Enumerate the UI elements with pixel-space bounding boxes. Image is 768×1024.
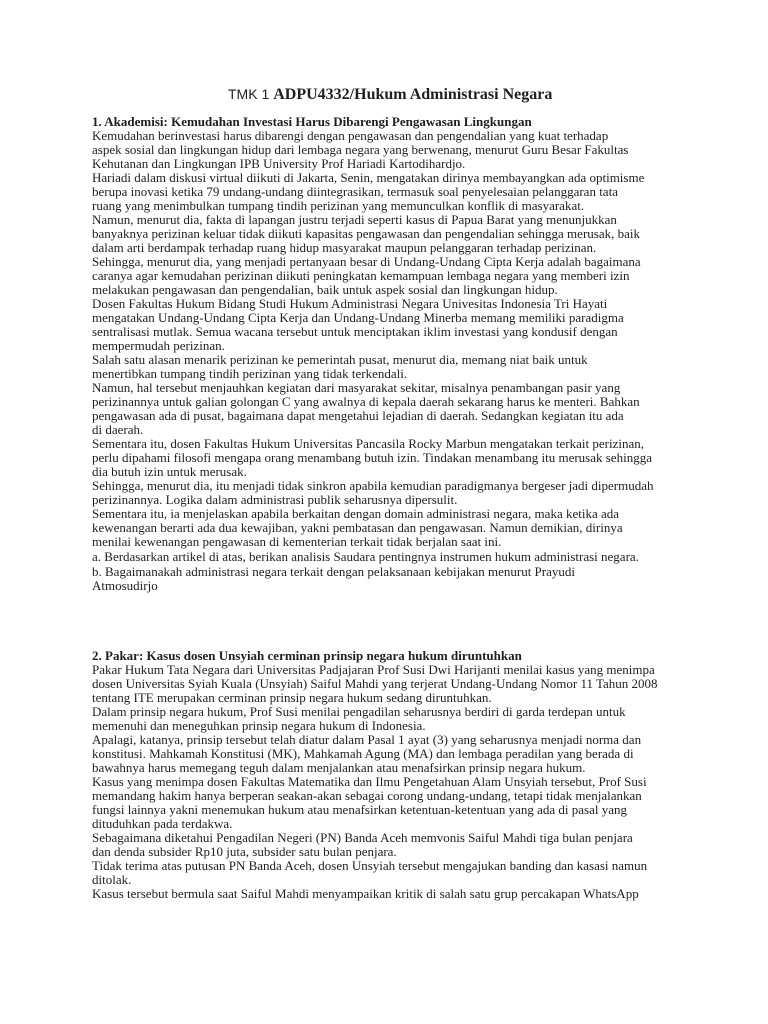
paragraph-line: Dosen Fakultas Hukum Bidang Studi Hukum Administrasi Negara Univesitas Indonesia Tri Hayati: [92, 296, 608, 311]
paragraph: [92, 129, 672, 171]
paragraph-line: bawahnya harus memegang teguh dalam menjalankan atau menafsirkan prinsip negara hukum.: [92, 760, 586, 775]
paragraph: [92, 663, 672, 705]
paragraph-line: Sementara itu, dosen Fakultas Hukum Universitas Pancasila Rocky Marbun mengatakan terkait perizinan,: [92, 436, 644, 451]
paragraph: [92, 437, 672, 479]
section-2-body: [92, 663, 672, 901]
paragraph: [92, 705, 672, 733]
paragraph: [92, 353, 672, 381]
section-1: [92, 115, 672, 593]
paragraph-line: Kasus tersebut bermula saat Saiful Mahdi menyampaikan kritik di salah satu grup percakapan WhatsApp: [92, 886, 639, 901]
paragraph: [92, 255, 672, 297]
paragraph-line: Sebagaimana diketahui Pengadilan Negeri (PN) Banda Aceh memvonis Saiful Mahdi tiga bulan penjara: [92, 830, 633, 845]
paragraph: [92, 171, 672, 213]
paragraph: [92, 859, 672, 887]
paragraph: [92, 831, 672, 859]
title-course: ADPU4332/Hukum Administrasi Negara: [273, 86, 553, 103]
paragraph-line: Tidak terima atas putusan PN Banda Aceh, dosen Unsyiah tersebut mengajukan banding dan kasasi namun: [92, 858, 648, 873]
paragraph-line: dalam arti berdampak terhadap ruang hidup masyarakat maupun pelanggaran terhadap perizinan.: [92, 240, 597, 255]
paragraph-line: caranya agar kemudahan perizinan diikuti peningkatan kemampuan lembaga negara yang memberi izin: [92, 268, 630, 283]
paragraph-line: dia butuh izin untuk merusak.: [92, 464, 247, 479]
paragraph-line: perizinannya untuk galian golongan C yang awalnya di kepala daerah sekarang harus ke menteri. Bahkan: [92, 394, 640, 409]
paragraph-line: ditolak.: [92, 872, 132, 887]
section-1-heading: 1. Akademisi: Kemudahan Investasi Harus Dibarengi Pengawasan Lingkungan: [92, 114, 532, 129]
paragraph-line: banyaknya perizinan keluar tidak diikuti kapasitas pengawasan dan pengendalian sehingga merusak, baik: [92, 226, 640, 241]
paragraph-line: fungsi lainnya yakni menemukan hukum atau menafsirkan ketentuan-ketentuan yang ada di pasal yang: [92, 802, 627, 817]
paragraph-line: tentang ITE merupakan cerminan prinsip negara hukum sedang diruntuhkan.: [92, 690, 492, 705]
paragraph-line: pengawasan ada di pusat, bagaimana dapat mengetahui lejadian di daerah. Sedangkan kegiatan itu ada: [92, 408, 624, 423]
question-a-line: a. Berdasarkan artikel di atas, berikan analisis Saudara pentingnya instrumen hukum administrasi negara.: [92, 549, 639, 564]
paragraph-line: Namun, hal tersebut menjauhkan kegiatan dari masyarakat sekitar, misalnya penambangan pasir yang: [92, 380, 621, 395]
paragraph-line: menilai kewenangan pengawasan di kementerian terkait tidak berjalan saat ini.: [92, 534, 502, 549]
paragraph-line: Kasus yang menimpa dosen Fakultas Matematika dan Ilmu Pengetahuan Alam Unsyiah tersebut, Prof Susi: [92, 774, 647, 789]
paragraph-line: dituduhkan pada terdakwa.: [92, 816, 233, 831]
paragraph-line: mengatakan Undang-Undang Cipta Kerja dan Undang-Undang Minerba memang memiliki paradigma: [92, 310, 624, 325]
section-2: [92, 649, 672, 901]
paragraph-line: Sehingga, menurut dia, itu menjadi tidak sinkron apabila kemudian paradigmanya bergeser jadi dipermudah: [92, 478, 654, 493]
paragraph-line: memandang hakim hanya berperan seakan-akan sebagai corong undang-undang, tetapi tidak menjalankan: [92, 788, 642, 803]
paragraph: [92, 887, 672, 901]
paragraph: [92, 479, 672, 507]
question-b: [92, 565, 672, 593]
paragraph-line: Dalam prinsip negara hukum, Prof Susi menilai pengadilan seharusnya berdiri di garda terdepan untuk: [92, 704, 626, 719]
paragraph-line: Hariadi dalam diskusi virtual diikuti di Jakarta, Senin, mengatakan dirinya membayangkan ada optimisme: [92, 170, 645, 185]
paragraph-line: Pakar Hukum Tata Negara dari Universitas Padjajaran Prof Susi Dwi Harijanti menilai kasus yang menimpa: [92, 662, 655, 677]
question-b-line: Atmosudirjo: [92, 578, 158, 593]
document-title: [228, 86, 552, 104]
paragraph: [92, 297, 672, 353]
paragraph: [92, 213, 672, 255]
paragraph: [92, 775, 672, 831]
paragraph-line: Salah satu alasan menarik perizinan ke pemerintah pusat, menurut dia, memang niat baik untuk: [92, 352, 588, 367]
question-b-line: b. Bagaimanakah administrasi negara terkait dengan pelaksanaan kebijakan menurut Prayudi: [92, 564, 575, 579]
paragraph-line: Kehutanan dan Lingkungan IPB University Prof Hariadi Kartodihardjo.: [92, 156, 466, 171]
paragraph-line: menertibkan tumpang tindih perizinan yang tidak terkendali.: [92, 366, 408, 381]
title-prefix: TMK 1: [228, 86, 270, 102]
paragraph-line: Sehingga, menurut dia, yang menjadi pertanyaan besar di Undang-Undang Cipta Kerja adalah bagaimana: [92, 254, 641, 269]
paragraph-line: aspek sosial dan lingkungan hidup dari lembaga negara yang berwenang, menurut Guru Besar Fakultas: [92, 142, 629, 157]
paragraph-line: di daerah.: [92, 422, 144, 437]
section-2-heading: 2. Pakar: Kasus dosen Unsyiah cerminan prinsip negara hukum diruntuhkan: [92, 648, 522, 663]
paragraph-line: sentralisasi mutlak. Semua wacana tersebut untuk menciptakan iklim investasi yang kondusif dengan: [92, 324, 618, 339]
paragraph-line: dan denda subsider Rp10 juta, subsider satu bulan penjara.: [92, 844, 397, 859]
paragraph-line: berupa inovasi ketika 79 undang-undang diintegrasikan, termasuk soal penyelesaian pelanggaran tata: [92, 184, 618, 199]
paragraph-line: Sementara itu, ia menjelaskan apabila berkaitan dengan domain administrasi negara, maka ketika ada: [92, 506, 620, 521]
paragraph: [92, 381, 672, 437]
paragraph-line: ruang yang menimbulkan tumpang tindih perizinan yang memunculkan konflik di masyarakat.: [92, 198, 585, 213]
paragraph-line: Namun, menurut dia, fakta di lapangan justru terjadi seperti kasus di Papua Barat yang menunjukkan: [92, 212, 617, 227]
paragraph: [92, 507, 672, 549]
paragraph-line: perlu dipahami filosofi mengapa orang menambang butuh izin. Tindakan menambang itu merusak sehingga: [92, 450, 652, 465]
paragraph-line: konstitusi. Mahkamah Konstitusi (MK), Mahkamah Agung (MA) dan lembaga peradilan yang berada di: [92, 746, 634, 761]
paragraph-line: mempermudah perizinan.: [92, 338, 225, 353]
paragraph-line: Kemudahan berinvestasi harus dibarengi dengan pengawasan dan pengendalian yang kuat terhadap: [92, 128, 609, 143]
question-a: [92, 550, 672, 564]
paragraph-line: perizinannya. Logika dalam administrasi publik seharusnya dipersulit.: [92, 492, 458, 507]
paragraph-line: melakukan pengawasan dan pengendalian, baik untuk aspek sosial dan lingkungan hidup.: [92, 282, 558, 297]
section-1-body: [92, 129, 672, 549]
paragraph: [92, 733, 672, 775]
paragraph-line: kewenangan berarti ada dua kewajiban, yakni pembatasan dan pengawasan. Namun demikian, dirinya: [92, 520, 623, 535]
paragraph-line: memenuhi dan meneguhkan prinsip negara hukum di Indonesia.: [92, 718, 426, 733]
paragraph-line: dosen Universitas Syiah Kuala (Unsyiah) Saiful Mahdi yang terjerat Undang-Undang Nomor 11 Tahun 2008: [92, 676, 658, 691]
paragraph-line: Apalagi, katanya, prinsip tersebut telah diatur dalam Pasal 1 ayat (3) yang seharusnya menjadi norma dan: [92, 732, 642, 747]
